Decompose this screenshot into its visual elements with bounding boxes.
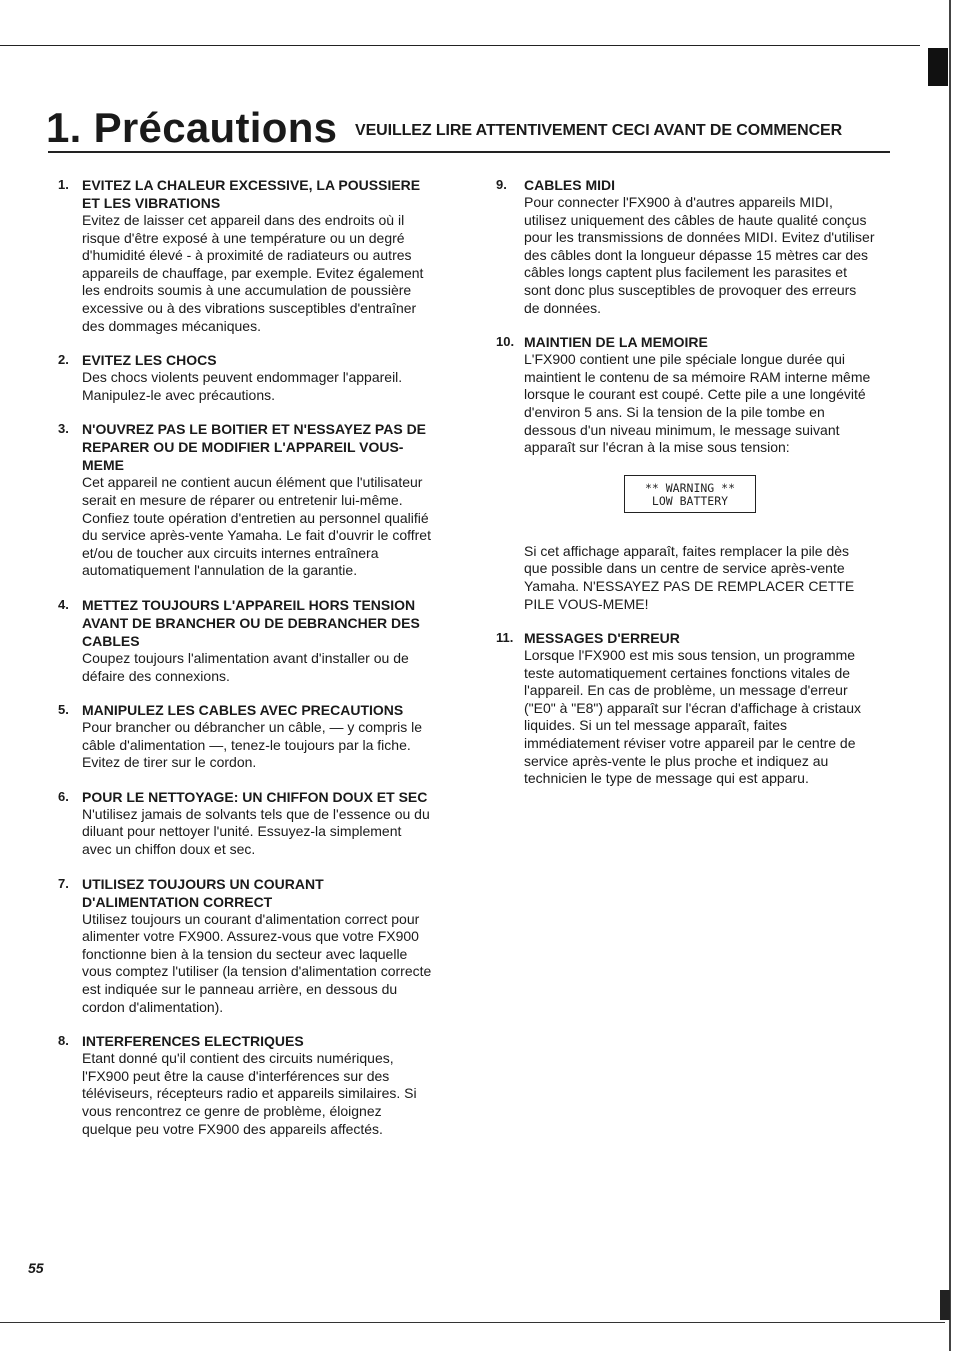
page-header	[46, 104, 890, 152]
section-number: 4.	[58, 596, 69, 612]
section-body: Etant donné qu'il contient des circuits numériques, l'FX900 peut être la cause d'interférences sur des téléviseurs, récepteurs radio et appareils similaires. Si vous rencontrez ce genre de problème, éloignez quelque peu votre FX900 des appareils affectés.	[82, 1050, 417, 1137]
section-heading: MANIPULEZ LES CABLES AVEC PRECAUTIONS	[82, 702, 404, 719]
section-11	[496, 629, 895, 788]
section-body: Pour connecter l'FX900 à d'autres appareils MIDI, utilisez uniquement des câbles de haute qualité conçus pour les transmissions de données MIDI. Evitez d'utiliser des câbles dont la longueur dépasse 15 mètres car des câbles longs captent plus facilement les parasites et sont donc plus susceptibles de provoquer des erreurs de données.	[524, 194, 875, 316]
section-1	[58, 176, 448, 335]
section-number: 6.	[58, 788, 69, 804]
section-number: 3.	[58, 421, 69, 437]
page-edge	[949, 0, 951, 1351]
right-column	[496, 176, 895, 804]
binding-mark	[928, 48, 948, 86]
section-heading: EVITEZ LA CHALEUR EXCESSIVE, LA POUSSIERE ET LES VIBRATIONS	[82, 177, 421, 211]
section-heading: EVITEZ LES CHOCS	[82, 352, 217, 369]
section-body: L'FX900 contient une pile spéciale longue durée qui maintient le contenu de sa mémoire RAM interne même lorsque le courant est coupé. Cette pile a une longévité d'environ 5 ans. Si la tension de la pile tombe en dessous d'un niveau minimum, le message suivant apparaît sur l'écran à la mise sous tension:	[524, 351, 871, 456]
section-number: 8.	[58, 1033, 69, 1049]
section-body: Evitez de laisser cet appareil dans des endroits où il risque d'être exposé à une température ou un degré d'humidité élevé - à proximité de radiateurs ou autres appareils de chauffage, par exemple. Evitez également les endroits soumis à une accumulation de poussière excessive ou à des vibrations susceptibles d'entraîner des dommages mécaniques.	[82, 212, 424, 334]
section-number: 5.	[58, 702, 69, 718]
bottom-rule	[0, 1322, 945, 1323]
section-6	[58, 788, 448, 859]
section-body: Des chocs violents peuvent endommager l'appareil. Manipulez-le avec précautions.	[82, 369, 403, 403]
page-subtitle: VEUILLEZ LIRE ATTENTIVEMENT CECI AVANT DE COMMENCER	[355, 122, 843, 139]
section-number: 2.	[58, 352, 69, 368]
page-title: 1. Précautions	[46, 104, 338, 151]
section-body-continued: Si cet affichage apparaît, faites remplacer la pile dès que possible dans un centre de service après-vente Yamaha. N'ESSAYEZ PAS DE REMPLACER CETTE PILE VOUS-MEME!	[524, 542, 855, 612]
lcd-display-illustration	[624, 475, 895, 513]
section-9	[496, 176, 895, 317]
section-heading: MAINTIEN DE LA MEMOIRE	[524, 334, 708, 351]
section-2	[58, 351, 448, 404]
section-heading: INTERFERENCES ELECTRIQUES	[82, 1033, 304, 1050]
section-heading: METTEZ TOUJOURS L'APPAREIL HORS TENSION AVANT DE BRANCHER OU DE DEBRANCHER DES CABLES	[82, 596, 420, 649]
left-column	[58, 176, 448, 1154]
section-10	[496, 333, 895, 613]
section-body: Lorsque l'FX900 est mis sous tension, un programme teste automatiquement certaines fonctions vitales de l'appareil. En cas de problème, un message d'erreur ("E0" à "E8") apparaît sur l'écran d'affichage à cristaux liquides. Si un tel message apparaît, faites immédiatement réviser votre appareil par le centre de service après-vente le plus proche et indiquez au technicien le type de message qui est apparu.	[524, 647, 862, 787]
section-heading: CABLES MIDI	[524, 177, 615, 193]
section-body: Cet appareil ne contient aucun élément que l'utilisateur serait en mesure de réparer ou entretenir lui-même. Confiez toute opération d'entretien au personnel qualifié du service après-vente Yamaha. Le fait d'ouvrir le coffret et/ou de toucher aux circuits internes entraînera automatiquement l'annulation de la garantie.	[82, 474, 431, 579]
section-5	[58, 701, 448, 772]
section-3	[58, 420, 448, 580]
page-number: 55	[28, 1260, 44, 1276]
section-number: 7.	[58, 875, 69, 891]
lcd-line-2: LOW BATTERY	[651, 493, 729, 508]
section-number: 10.	[496, 334, 515, 350]
binding-mark-bottom	[940, 1290, 950, 1320]
lcd-line-1: ** WARNING **	[644, 480, 735, 495]
section-number: 11.	[496, 630, 514, 646]
section-body: N'utilisez jamais de solvants tels que de l'essence ou du diluant pour nettoyer l'unité. Essuyez-la simplement avec un chiffon doux et sec.	[82, 805, 430, 858]
section-number: 9.	[496, 177, 507, 192]
header-rule	[48, 151, 890, 153]
section-number: 1.	[58, 177, 69, 192]
lcd-display	[624, 475, 756, 513]
section-7	[58, 875, 448, 1017]
section-heading: POUR LE NETTOYAGE: UN CHIFFON DOUX ET SEC	[82, 788, 428, 805]
section-heading: N'OUVREZ PAS LE BOITIER ET N'ESSAYEZ PAS DE REPARER OU DE MODIFIER L'APPAREIL VOUS- MEME	[82, 421, 427, 474]
section-heading: UTILISEZ TOUJOURS UN COURANT D'ALIMENTATION CORRECT	[82, 875, 324, 910]
section-body: Pour brancher ou débrancher un câble, — y compris le câble d'alimentation —, tenez-le toujours par la fiche. Evitez de tirer sur le cordon.	[82, 719, 423, 771]
section-4	[58, 596, 448, 685]
section-body: Utilisez toujours un courant d'alimentation correct pour alimenter votre FX900. Assurez-vous que votre FX900 fonctionne bien à la tension du secteur avec laquelle vous comptez l'utiliser (la tension d'alimentation correcte est indiquée sur le panneau arrière, en dessous du cordon d'alimentation).	[82, 910, 432, 1015]
section-heading: MESSAGES D'ERREUR	[524, 630, 680, 647]
section-body: Coupez toujours l'alimentation avant d'installer ou de défaire des connexions.	[82, 649, 409, 684]
top-rule	[0, 45, 920, 46]
section-8	[58, 1032, 448, 1138]
